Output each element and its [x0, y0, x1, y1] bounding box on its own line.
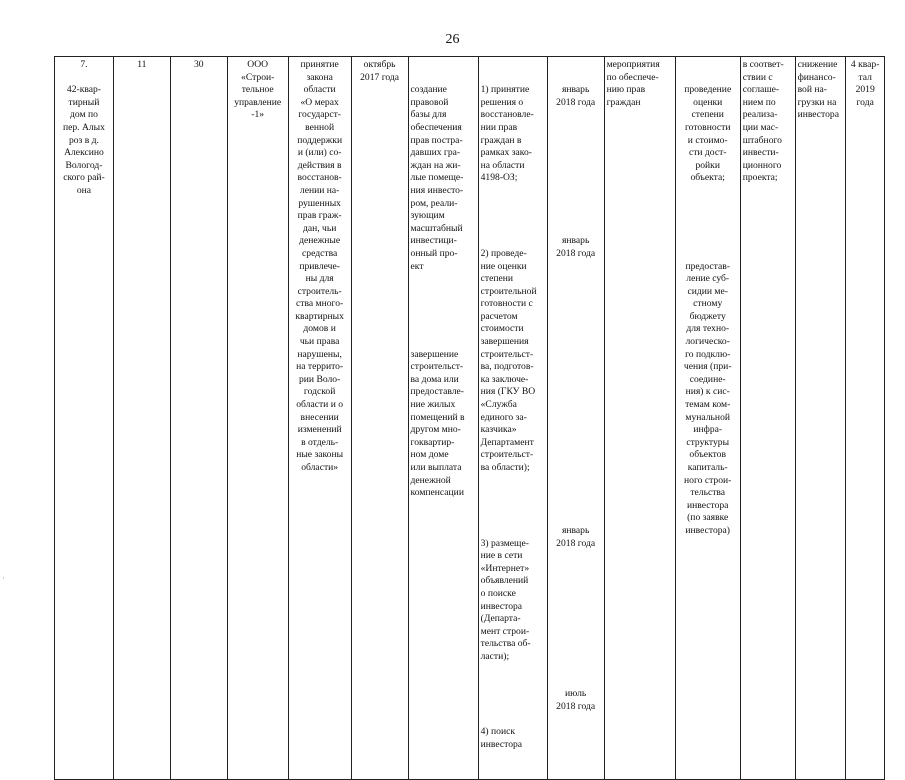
cell-step-dates	[547, 57, 604, 780]
step-date-1: январь 2018 года	[556, 84, 596, 108]
cell-value-b: 30	[170, 57, 227, 780]
cell-developer: ООО «Строи- тельное управление -1»	[227, 57, 288, 780]
goal-text-2: завершение строительст- ва дома или предоставле- ние жилых помещений в другом мно- гоквартир- ном доме или выплата денежной компенсации	[410, 348, 465, 499]
goal-text-1: создание правовой базы для обеспечения прав постра- давших гра- ждан на жи- лые помеще- ния инвесто- ром, реали- зующим масштабный инвестици- онный про- ект	[410, 84, 464, 272]
cell-steps	[478, 57, 547, 780]
cell-goal	[408, 57, 478, 780]
measures-table	[54, 56, 885, 751]
step-2: 2) проведе- ние оценки степени строительной готовности с расчетом стоимости завершения строительст- ва, подготов- ка заключе- ния (ГКУ ВО «Служба единого за- казчика» Департамент строительст- ва области);	[480, 247, 537, 473]
scan-mark: ·	[2, 574, 5, 583]
cell-basis: в соответ- ствии с соглаше- нием по реализа- ции мас- штабного инвести- ционного проекта;	[740, 57, 795, 780]
cell-deadline: 4 квар- тал 2019 года	[846, 57, 885, 780]
step-3: 3) размеще- ние в сети «Интернет» объявлений о поиске инвестора (Департа- мент строи- тельства об- ласти);	[480, 537, 531, 662]
cell-investor-support	[675, 57, 740, 780]
cell-value-a: 11	[113, 57, 170, 780]
investor-support-1: проведение оценки степени готовности и стоимо- сти дост- ройки объекта;	[684, 84, 732, 184]
step-1: 1) принятие решения о восстановле- нии прав граждан в рамках зако- на области 4198-ОЗ;	[480, 84, 534, 184]
cell-legal-act: принятие закона области «О мерах государст- венной поддержки и (или) со- действия в восстанов- лении на- рушенных прав граж- дан, чьи денежные средства привлече- ны для строитель- ства много- квартирных домов и чьи права нарушены, на террито- рии Воло- годской области и о внесении изменений в отдель- ные законы области»	[288, 57, 351, 780]
step-date-2: январь 2018 года	[556, 235, 596, 259]
step-4: 4) поиск инвестора	[480, 726, 523, 751]
step-date-3: январь 2018 года	[556, 524, 596, 549]
table-row	[55, 57, 885, 780]
page-number: 26	[445, 32, 460, 47]
cell-act-date: октябрь 2017 года	[351, 57, 408, 780]
step-date-4: июль 2018 года	[556, 688, 596, 713]
investor-support-2: предостав- ление суб- сидии ме- стному бюджету для техно- логическо- го подклю- чения (при- соедине- ния) к сис- темам ком- мунальной инфра- структуры объектов капиталь- ного строи- тельства инвестора (по заявке инвестора)	[683, 260, 732, 536]
cell-row-number-object: 7. 42-квар- тирный дом по пер. Алых роз в д. Алексино Вологод- ского рай- она	[55, 57, 114, 780]
cell-effect: снижение финансо- вой на- грузки на инвестора	[795, 57, 846, 780]
cell-measures: мероприятия по обеспече- нию прав граждан	[604, 57, 675, 780]
